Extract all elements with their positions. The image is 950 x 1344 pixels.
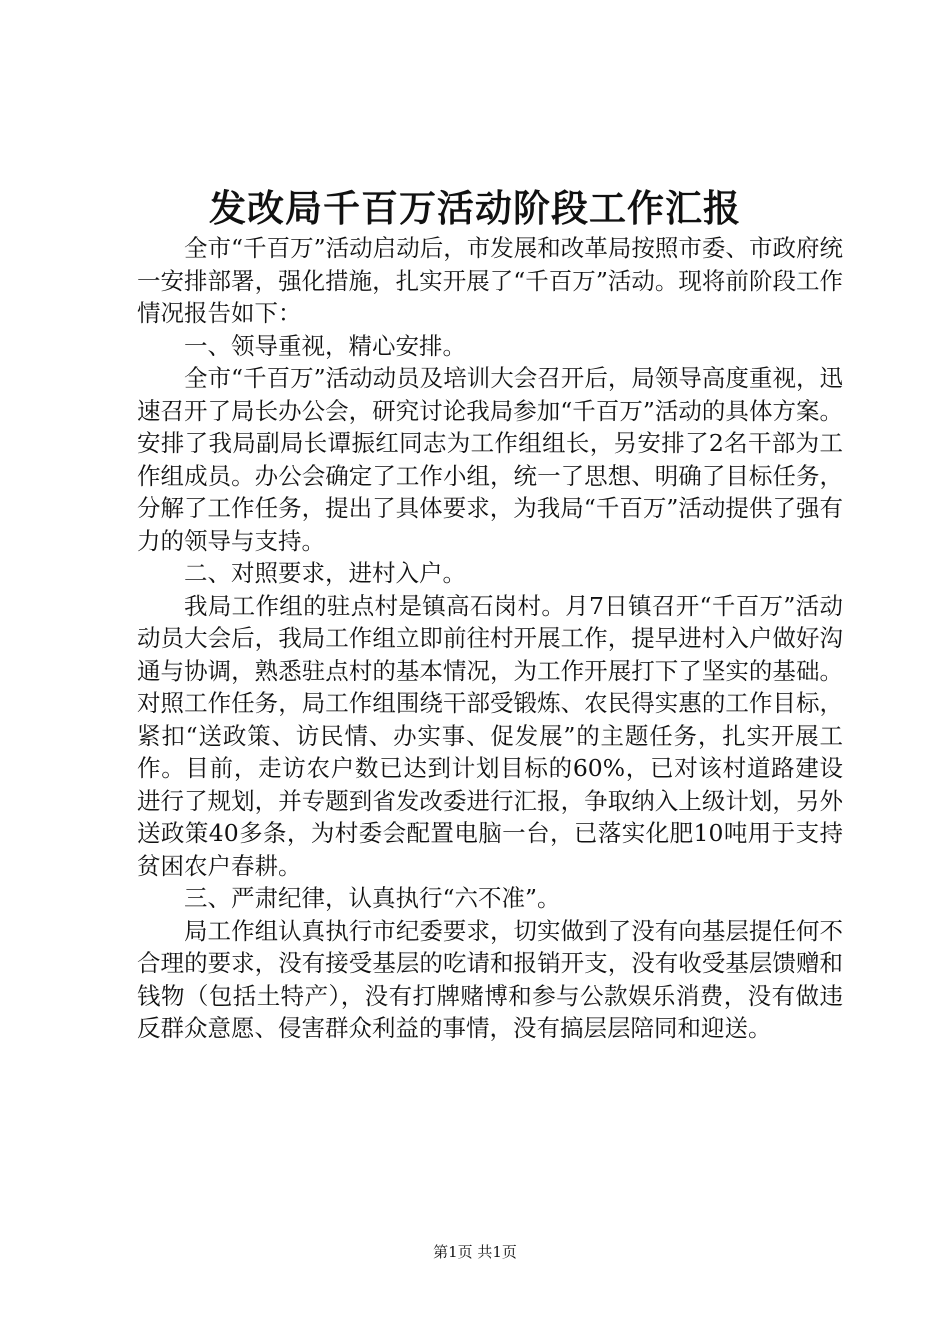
document-body (137, 232, 843, 1045)
intro-paragraph: 全市“千百万”活动启动后，市发展和改革局按照市委、市政府统一安排部署，强化措施，扎实开展了“千百万”活动。现将前阶段工作情况报告如下： (137, 234, 843, 327)
section-heading-3: 三、严肃纪律，认真执行“六不准”。 (184, 884, 561, 912)
section-heading-1: 一、领导重视，精心安排。 (184, 331, 466, 360)
section-paragraph-3: 局工作组认真执行市纪委要求，切实做到了没有向基层提任何不合理的要求，没有接受基层的吃请和报销开支，没有收受基层馈赠和钱物（包括土特产），没有打牌赌博和参与公款娱乐消费，没有做违反群众意愿、侵害群众利益的事情，没有搞层层陪同和迎送。 (137, 916, 843, 1042)
section-paragraph-1: 全市“千百万”活动动员及培训大会召开后，局领导高度重视，迅速召开了局长办公会，研究讨论我局参加“千百万”活动的具体方案。安排了我局副局长谭振红同志为工作组组长，另安排了2名干部为工作组成员。办公会确定了工作小组，统一了思想、明确了目标任务，分解了工作任务，提出了具体要求，为我局“千百万”活动提供了强有力的领导与支持。 (137, 364, 843, 555)
page-footer: 第1页 共1页 (433, 1243, 517, 1261)
document-title: 发改局千百万活动阶段工作汇报 (209, 186, 741, 230)
section-paragraph-2: 我局工作组的驻点村是镇高石岗村。月7日镇召开“千百万”活动动员大会后，我局工作组立即前往村开展工作，提早进村入户做好沟通与协调，熟悉驻点村的基本情况，为工作开展打下了坚实的基础。对照工作任务，局工作组围绕干部受锻炼、农民得实惠的工作目标，紧扣“送政策、访民情、办实事、促发展”的主题任务，扎实开展工作。目前，走访农户数已达到计划目标的60%，已对该村道路建设进行了规划，并专题到省发改委进行汇报，争取纳入上级计划，另外送政策40多条，为村委会配置电脑一台，已落实化肥10吨用于支持贫困农户春耕。 (137, 591, 843, 880)
section-heading-2: 二、对照要求，进村入户。 (184, 559, 466, 587)
